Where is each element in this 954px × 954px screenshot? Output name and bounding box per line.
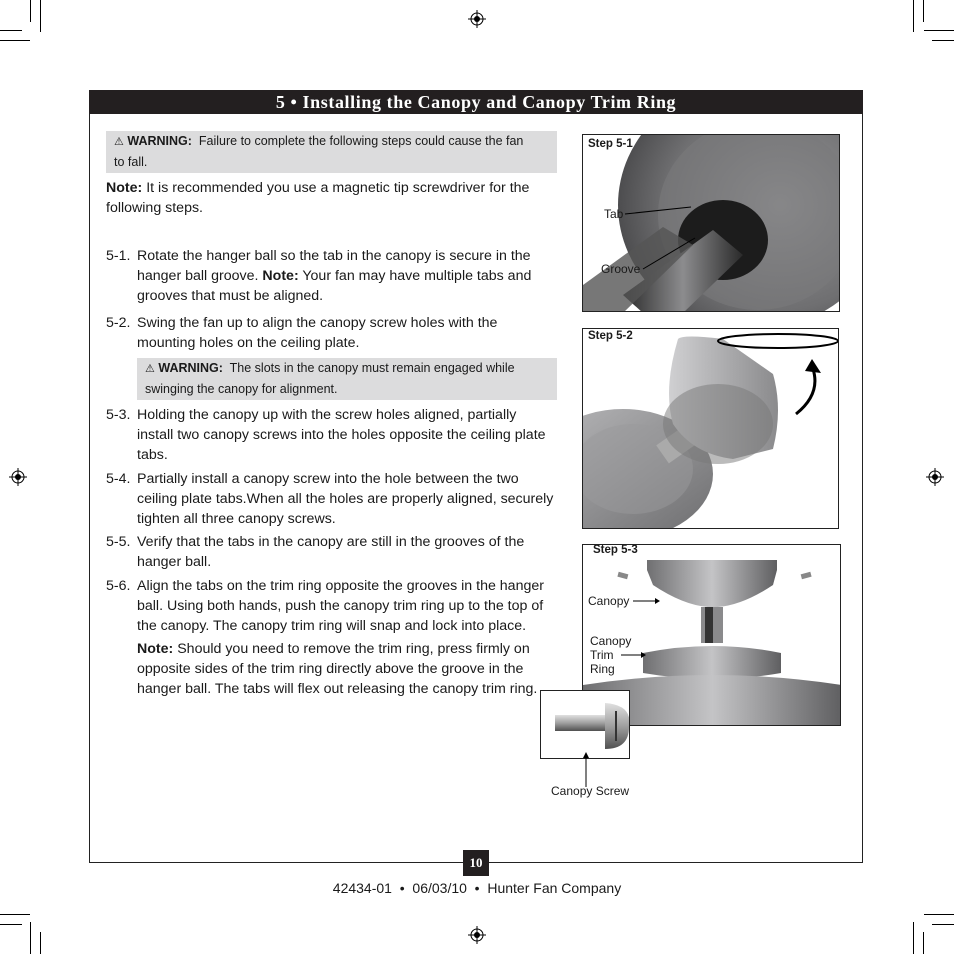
callout-arrow-screw — [576, 752, 596, 787]
canopy-screw-illustration — [541, 691, 630, 759]
step-text: install two canopy screws into the holes opposite the ceiling plate — [137, 427, 546, 443]
crop-mark — [932, 924, 954, 925]
step-text: grooves that must be aligned. — [137, 288, 324, 304]
crop-mark — [913, 922, 914, 954]
figure-label: Step 5-3 — [593, 544, 638, 556]
step-text: ball. Using both hands, push the canopy trim ring up to the top of — [137, 598, 544, 614]
step-text: Verify that the tabs in the canopy are still in the grooves of the — [137, 534, 525, 550]
figure-step-5-1 — [582, 134, 840, 312]
callout-tab: Tab — [604, 207, 624, 221]
step-text: Your fan may have multiple tabs and — [302, 268, 532, 284]
registration-mark-icon — [926, 468, 944, 486]
step-number: 5-5. — [106, 534, 131, 550]
step-number: 5-1. — [106, 248, 131, 264]
step-text: Swing the fan up to align the canopy screw holes with the — [137, 315, 498, 331]
note-text: following steps. — [106, 200, 203, 216]
crop-mark — [924, 30, 954, 31]
figure-label: Step 5-2 — [588, 330, 633, 342]
callout-text: Trim — [590, 648, 614, 662]
crop-mark — [913, 0, 914, 32]
step-number: 5-4. — [106, 471, 131, 487]
canopy-swing-illustration — [583, 329, 839, 529]
note-text: It is recommended you use a magnetic tip screwdriver for the — [146, 180, 530, 196]
step-text: ceiling plate tabs.When all the holes are properly aligned, securely — [137, 491, 554, 507]
warning-box-mid — [137, 358, 557, 400]
crop-mark — [923, 932, 924, 954]
page-number: 10 — [469, 855, 483, 870]
step-text: tabs. — [137, 447, 168, 463]
warning-label: WARNING: — [158, 361, 223, 375]
step-text: Rotate the hanger ball so the tab in the canopy is secure in the — [137, 248, 531, 264]
note-text: Should you need to remove the trim ring, press firmly on — [177, 641, 530, 657]
trim-ring-note — [137, 639, 547, 699]
warning-text: Failure to complete the following steps could cause the fan — [198, 134, 524, 148]
crop-mark — [0, 914, 30, 915]
warning-text: to fall. — [114, 155, 148, 169]
warning-label: WARNING: — [127, 134, 192, 148]
note-text: opposite sides of the trim ring directly above the groove in the — [137, 661, 524, 677]
warning-box-top — [106, 131, 557, 173]
crop-mark — [0, 30, 22, 31]
crop-mark — [30, 922, 31, 954]
crop-mark — [0, 924, 22, 925]
callout-canopy-screw: Canopy Screw — [551, 784, 630, 798]
step-text: Align the tabs on the trim ring opposite the grooves in the hanger — [137, 578, 544, 594]
crop-mark — [932, 40, 954, 41]
warning-text: swinging the canopy for alignment. — [145, 382, 338, 396]
warning-icon: ⚠ — [114, 136, 124, 148]
step-number: 5-2. — [106, 315, 131, 331]
note-label: Note: — [262, 268, 299, 284]
callout-lines — [583, 135, 840, 312]
crop-mark — [30, 0, 31, 22]
footer: 42434-01 • 06/03/10 • Hunter Fan Company — [332, 880, 622, 896]
step-text: hanger ball. — [137, 554, 212, 570]
crop-mark — [40, 0, 41, 32]
figure-canopy-screw — [540, 690, 630, 759]
callout-canopy: Canopy — [588, 594, 630, 608]
section-title: 5 • Installing the Canopy and Canopy Trim Ring — [275, 92, 677, 112]
step-text: hanger ball groove. — [137, 268, 259, 284]
warning-icon: ⚠ — [145, 363, 155, 375]
step-text: the canopy. The canopy trim ring will snap and lock into place. — [137, 618, 527, 634]
crop-mark — [924, 914, 954, 915]
intro-note — [106, 178, 566, 218]
note-label: Note: — [106, 180, 143, 196]
step-text: Partially install a canopy screw into the hole between the two — [137, 471, 519, 487]
step-text: Holding the canopy up with the screw holes aligned, partially — [137, 407, 517, 423]
callout-groove: Groove — [601, 262, 641, 276]
registration-mark-icon — [9, 468, 27, 486]
callout-text: Canopy — [590, 634, 632, 648]
crop-mark — [923, 0, 924, 22]
crop-mark — [40, 932, 41, 954]
note-label: Note: — [137, 641, 174, 657]
crop-mark — [0, 40, 30, 41]
figure-label: Step 5-1 — [588, 138, 633, 150]
callout-text: Ring — [590, 662, 615, 676]
step-number: 5-3. — [106, 407, 131, 423]
step-number: 5-6. — [106, 578, 131, 594]
step-text: mounting holes on the ceiling plate. — [137, 335, 360, 351]
step-text: tighten all three canopy screws. — [137, 511, 336, 527]
note-text: hanger ball. The tabs will flex out releasing the canopy trim ring. — [137, 681, 538, 697]
registration-mark-icon — [468, 10, 486, 28]
figure-step-5-2 — [582, 328, 839, 529]
warning-text: The slots in the canopy must remain engaged while — [229, 361, 515, 375]
registration-mark-icon — [468, 926, 486, 944]
